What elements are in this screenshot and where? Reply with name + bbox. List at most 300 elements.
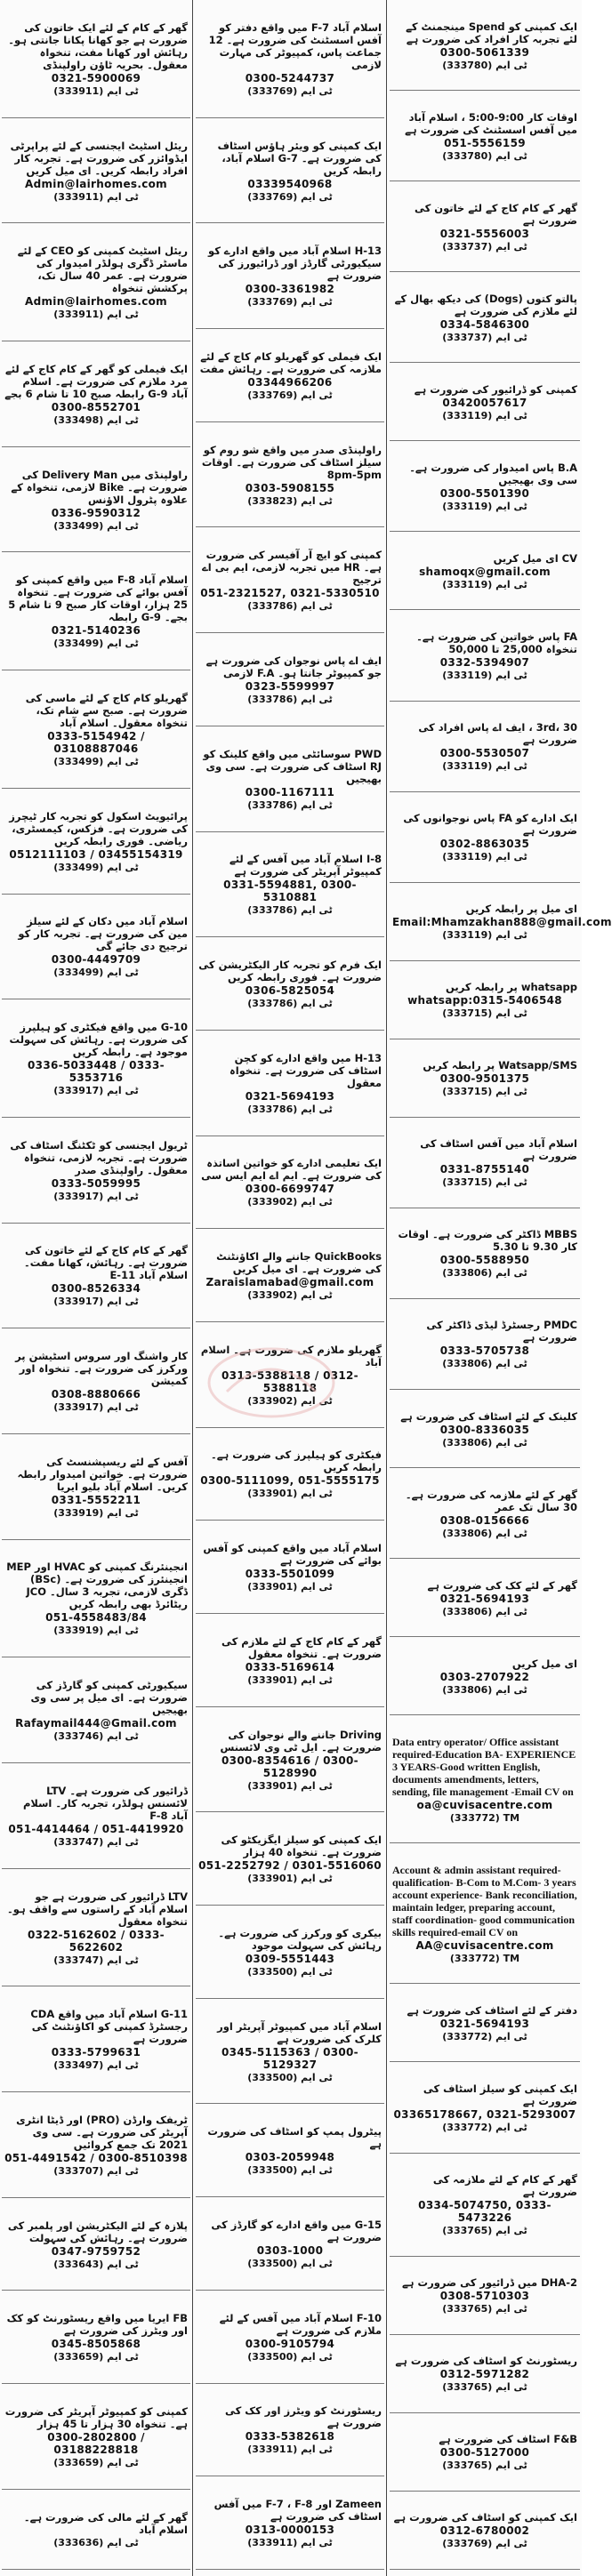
ad-text: گھریلو کام کاج کے لئے ماسی کی ضرورت ہے۔ صبح سے شام تک، تنخواہ معقول۔ اسلام آباد xyxy=(25,691,188,729)
classified-ad xyxy=(196,223,384,329)
ad-reference-number: (333659) ٹی ایم xyxy=(53,2456,139,2468)
classified-ad xyxy=(196,2291,384,2384)
ad-reference-number: (333919) ٹی ایم xyxy=(53,1625,139,1637)
ad-reference-number: (333747) ٹی ایم xyxy=(53,1835,139,1848)
classified-ad xyxy=(196,118,384,224)
ad-contact: Rafaymail444@Gmail.com xyxy=(15,1717,177,1730)
ad-contact: 051-2252792 / 0301-5516060 xyxy=(198,1859,382,1873)
ad-text: FA پاس خواتین کی ضرورت ہے۔ تنخواہ 25,000 تا 50,000 xyxy=(416,630,577,655)
ad-contact: 0303-5908155 xyxy=(245,481,335,494)
ad-text: پرائیویٹ اسکول کو تجربہ کار ٹیچرز کی ضرورت ہے۔ فزکس، کیمسٹری، ریاضی۔ فوری رابطہ کریں xyxy=(9,809,188,847)
ad-text: ایک فیملی کو گھر کے کام کاج کے لئے مرد ملازم کی ضرورت ہے۔ اسلام آباد G-9 رابطہ صبح 10 تا شام 6 بجے xyxy=(4,362,188,400)
classified-ad xyxy=(196,1906,384,1999)
ad-reference-number: (333765) ٹی ایم xyxy=(442,2225,527,2237)
ad-text: ایک کمپنی کو اسٹاف کی ضرورت ہے xyxy=(393,2511,577,2524)
ad-contact: 0333-5799631 xyxy=(51,2046,141,2059)
ad-contact: 0313-0000153 xyxy=(245,2524,335,2537)
classified-ad xyxy=(196,1229,384,1322)
ad-reference-number: (333499) ٹی ایم xyxy=(53,967,139,979)
ad-text: ایک کمپنی کو سیلز اسٹاف کی ضرورت ہے xyxy=(423,2082,577,2107)
ad-reference-number: (333498) ٹی ایم xyxy=(53,413,139,426)
ad-text: G-15 میں واقع ادارے کو گارڈز کی ضرورت ہے xyxy=(211,2218,382,2243)
ad-reference-number: (333786) ٹی ایم xyxy=(247,600,333,613)
classified-ad xyxy=(390,1039,580,1118)
ad-contact: Zaraislamabad@gmail.com xyxy=(205,1276,374,1289)
ad-text: سیکیورٹی کمپنی کو گارڈز کی ضرورت ہے۔ ای میل پر سی وی بھیجیں xyxy=(30,1679,188,1717)
ad-reference-number: (333636) ٹی ایم xyxy=(53,2536,139,2548)
classified-ad xyxy=(2,0,190,118)
ad-reference-number: (333765) ٹی ایم xyxy=(442,2381,527,2394)
ad-reference-number: (333772) ٹی ایم xyxy=(442,2121,527,2133)
classified-ad xyxy=(390,1559,580,1637)
ad-contact: 0302-8863035 xyxy=(439,838,530,851)
ad-reference-number: (333499) ٹی ایم xyxy=(53,755,139,767)
ad-text: ایک ادارے کو FA پاس نوجوانوں کی ضرورت ہے xyxy=(403,812,577,838)
ad-reference-number: (333765) ٹی ایم xyxy=(442,2303,527,2315)
ad-text: کمپنی کو ایچ آر آفیسر کی ضرورت ہے۔ HR میں تجربہ لازمی، ایم بی اے ترجیح xyxy=(202,549,382,587)
ad-text: اسلام آباد میں آفس اسٹاف کی ضرورت ہے xyxy=(420,1137,577,1163)
classified-ad xyxy=(390,1390,580,1468)
classified-ad xyxy=(196,1707,384,1813)
ad-reference-number: (333500) ٹی ایم xyxy=(247,2257,333,2269)
ad-reference-number: (333917) ٹی ایم xyxy=(53,1296,139,1308)
classified-ad xyxy=(390,610,580,701)
classified-ad xyxy=(2,1986,190,2092)
ad-contact: 03339540968 xyxy=(247,177,333,190)
ad-text: بیکری کو ورکرز کی ضرورت ہے۔ رہائش کی سہولت موجود xyxy=(218,1926,382,1952)
ad-reference-number: (333911) ٹی ایم xyxy=(247,2444,333,2456)
ad-text: ٹریول ایجنسی کو ٹکٹنگ اسٹاف کی ضرورت ہے۔ تجربہ لازمی، تنخواہ معقول۔ راولپنڈی صدر xyxy=(10,1138,188,1176)
classified-ad xyxy=(390,961,580,1039)
ad-reference-number: (333659) ٹی ایم xyxy=(53,2351,139,2363)
ad-reference-number: (333497) ٹی ایم xyxy=(53,2059,139,2072)
ad-reference-number: (333119) ٹی ایم xyxy=(442,760,527,773)
ad-text: گھر کے کام کے لئے ایک خاتون کی ضرورت ہے جو کھانا پکانا جانتی ہو۔ رہائش اور کھانا مفت، تنخواہ معقول۔ بحریہ ٹاؤن راولپنڈی xyxy=(8,20,188,71)
ad-text: اسلام آباد میں کمپیوٹر آپریٹر اور کلرک کی ضرورت ہے xyxy=(217,2019,382,2045)
ad-contact: 0300-5244737 xyxy=(245,71,335,84)
classified-ad xyxy=(196,1614,384,1707)
ad-text: کمپنی کو کمپیوٹر آپریٹر کی ضرورت ہے۔ تنخواہ 30 ہزار تا 45 ہزار xyxy=(4,2404,188,2430)
classified-ad xyxy=(2,1118,190,1224)
ad-text: F-10 اسلام آباد میں آفس کے لئے ملازم کی ضرورت ہے xyxy=(219,2311,382,2337)
classified-ad xyxy=(196,422,384,528)
ad-text: 3rd، 30 ، ایف اے پاس افراد کی ضرورت ہے xyxy=(418,721,577,747)
ad-contact: 0322-5162602 / 0333-5622602 xyxy=(28,1928,165,1954)
ad-contact: Admin@lairhomes.com xyxy=(25,177,167,190)
ad-text: F&B اسٹاف کی ضرورت ہے xyxy=(439,2433,577,2446)
ad-text: Zameen اور F-7 ، F-8 میں آفس اسٹاف کی ضرورت ہے xyxy=(213,2498,382,2524)
ad-reference-number: (333901) ٹی ایم xyxy=(247,1873,333,1885)
classified-ad xyxy=(2,895,190,1000)
ad-reference-number: (333901) ٹی ایم xyxy=(247,1673,333,1686)
ad-reference-number: (333769) ٹی ایم xyxy=(247,296,333,309)
ad-text: کلینک کے لئے اسٹاف کی ضرورت ہے xyxy=(400,1409,577,1423)
ad-text: CV ای میل کریں xyxy=(493,551,577,565)
ad-reference-number: (333786) ٹی ایم xyxy=(247,904,333,917)
ad-contact: 0512111103 / 03455154319 xyxy=(9,847,183,861)
classified-ad xyxy=(2,670,190,789)
ad-reference-number: (333806) ٹی ایم xyxy=(442,1358,527,1370)
ad-reference-number: (333902) ٹی ایم xyxy=(247,1289,333,1302)
ad-text: MBBS ڈاکٹر کی ضرورت ہے۔ اوقات کار 9.30 تا 5.30 xyxy=(398,1228,577,1254)
ad-text: گھریلو ملازم کی ضرورت ہے۔ اسلام آباد xyxy=(200,1343,382,1368)
classified-ad xyxy=(196,1322,384,1428)
ad-text: LTV ڈرائیور کی ضرورت ہے جو اسلام آباد کے راستوں سے واقف ہو۔ تنخواہ معقول xyxy=(7,1890,188,1928)
ad-contact: 0303-2707922 xyxy=(439,1670,530,1683)
ad-text: اسلام آباد F-7 میں واقع دفتر کو آفس اسسٹنٹ کی ضرورت ہے۔ 12 جماعت پاس، کمپیوٹر کی مہارت لازمی xyxy=(208,20,382,71)
ad-contact: 0321-5694193 xyxy=(439,2017,530,2030)
ad-text: QuickBooks جاننے والے اکاؤنٹنٹ کی ضرورت ہے۔ ای میل کریں xyxy=(216,1250,382,1276)
ad-contact: 03420057617 xyxy=(442,396,527,409)
classified-ad xyxy=(196,726,384,832)
ad-reference-number: (333806) ٹی ایم xyxy=(442,1267,527,1280)
ad-text: ای میل پر رابطہ کریں xyxy=(465,903,577,916)
ad-contact: 03344966206 xyxy=(247,375,333,389)
ad-contact: 0321-5900069 xyxy=(51,71,141,84)
ad-reference-number: (333772) TM xyxy=(449,1811,520,1824)
ad-contact: 0331-5594881, 0300-5310881 xyxy=(223,879,357,904)
ad-reference-number: (333911) ٹی ایم xyxy=(247,2537,333,2549)
ad-contact: 0334-5074750, 0333-5473226 xyxy=(418,2199,552,2225)
ad-text: DHA-2 میں ڈرائیور کی ضرورت ہے xyxy=(402,2276,577,2290)
ad-contact: 0300-6699747 xyxy=(245,1183,335,1196)
ad-text: I-8 اسلام آباد میں آفس کے لئے کمپیوٹر آپریٹر کی ضرورت ہے xyxy=(229,853,382,879)
ad-reference-number: (333499) ٹی ایم xyxy=(53,519,139,532)
ad-text: گھر کے کام کاج کے لئے خاتون کی ضرورت ہے xyxy=(414,201,577,227)
ad-reference-number: (333772) ٹی ایم xyxy=(442,2030,527,2042)
ad-reference-number: (333119) ٹی ایم xyxy=(442,409,527,421)
ad-text: فیکٹری کو ہیلپرز کی ضرورت ہے۔ رابطہ کریں xyxy=(211,1448,382,1474)
ad-reference-number: (333119) ٹی ایم xyxy=(442,851,527,863)
ad-contact: 0331-5552211 xyxy=(51,1493,141,1506)
ad-contact: Admin@lairhomes.com xyxy=(25,295,167,309)
ad-text: Data entry operator/ Office assistant required-Education BA- EXPERIENCE 3 YEARS-Good written English, documents amendments, letters, sending, file management -Email CV on xyxy=(392,1735,576,1798)
classified-ad xyxy=(196,1031,384,1136)
ad-contact: 0300-1167111 xyxy=(245,785,335,798)
ad-text: گھر کے کام کاج کے لئے خاتون کی ضرورت ہے۔ رہائش، کھانا مفت۔ اسلام آباد E-11 xyxy=(24,1244,188,1282)
ad-contact: 0313-5388118 / 0312-5388118 xyxy=(221,1368,358,1394)
ad-text: راولپنڈی میں Delivery Man کی ضرورت ہے۔ Bike لازمی، تنخواہ کے علاوہ پٹرول الاؤنس xyxy=(11,468,188,506)
ad-text: G-11 اسلام آباد میں واقع CDA رجسٹرڈ کمپنی کو اکاؤنٹنٹ کی ضرورت ہے xyxy=(30,2008,188,2046)
ad-reference-number: (333769) ٹی ایم xyxy=(247,389,333,401)
classified-ad xyxy=(196,633,384,726)
ad-text: ایک کمپنی کو ویئر ہاؤس اسٹاف کی ضرورت ہے۔ G-7 اسلام آباد، رابطہ کریں xyxy=(217,139,382,177)
classified-column-3 xyxy=(390,0,612,2576)
ad-contact: 0306-5825054 xyxy=(245,984,335,998)
classified-ad xyxy=(390,272,580,363)
ad-contact: 0321-5556003 xyxy=(439,227,530,240)
ad-contact: 0321-5694193 xyxy=(439,1592,530,1605)
classified-ad xyxy=(390,2257,580,2335)
ad-reference-number: (333806) ٹی ایم xyxy=(442,1683,527,1696)
ad-contact: 0308-0156666 xyxy=(439,1513,530,1527)
classified-ad xyxy=(2,447,190,553)
ad-reference-number: (333715) ٹی ایم xyxy=(442,1176,527,1189)
ad-text: PWD سوسائٹی میں واقع کلینک کو RJ اسٹاف کی ضرورت ہے۔ سی وی بھیجیں xyxy=(203,747,382,785)
ad-reference-number: (333806) ٹی ایم xyxy=(442,1436,527,1448)
ad-text: ایف اے پاس نوجوان کی ضرورت ہے جو کمپیوٹر جانتا ہو۔ F.A لازمی xyxy=(205,654,382,679)
ad-reference-number: (333901) ٹی ایم xyxy=(247,1779,333,1792)
classified-ad xyxy=(390,181,580,272)
classified-ad xyxy=(196,1812,384,1906)
ad-reference-number: (333780) ٹی ایم xyxy=(442,149,527,162)
ad-text: انجینئرنگ کمپنی کو HVAC اور MEP انجینئرز کی ضرورت ہے۔ (BSc) ڈگری لازمی، تجربہ 3 سال۔ JCO ریٹائرڈ بھی رابطہ کریں xyxy=(6,1561,188,1611)
classified-ad xyxy=(2,1328,190,1434)
ad-text: ایک فرم کو تجربہ کار الیکٹریشن کی ضرورت ہے۔ فوری رابطہ کریں xyxy=(198,959,382,984)
ad-contact: 0308-5710303 xyxy=(439,2290,530,2303)
ad-text: H-13 اسلام آباد میں واقع ادارے کو سیکیورٹی گارڈز اور ڈرائیورز کی ضرورت ہے xyxy=(208,245,382,283)
ad-text: گھر کے لئے ملازمہ کی ضرورت ہے۔ 30 سال تک عمر xyxy=(405,1488,577,1513)
ad-reference-number: (333119) ٹی ایم xyxy=(442,929,527,942)
ad-contact: 0321-5140236 xyxy=(51,624,141,638)
classified-ad xyxy=(2,2198,190,2291)
classified-ad xyxy=(390,2492,580,2570)
ad-text: Driving جاننے والے نوجوان کی ضرورت ہے۔ ایل ٹی وی لائسنس xyxy=(220,1728,382,1753)
ad-contact: Email:Mhamzakhan888@gmail.com xyxy=(392,916,612,929)
ad-reference-number: (333786) ٹی ایم xyxy=(247,693,333,705)
ad-contact: 0334-5846300 xyxy=(439,317,530,331)
ad-text: گھر کے لئے کک کی ضرورت ہے xyxy=(427,1578,577,1592)
ad-text: Account & admin assistant required-qualification- B-Com to M.Com- 3 years account experience- Bank reconciliation, maintain ledger, preparing account, staff coordination- good communication skills required-email CV on xyxy=(392,1863,577,1938)
classified-ad xyxy=(390,1208,580,1299)
ad-text: PMDC رجسٹرڈ لیڈی ڈاکٹر کی ضرورت ہے xyxy=(426,1319,577,1344)
ad-contact: 0323-5599997 xyxy=(245,679,335,693)
ad-text: آفس کے لئے ریسپشنسٹ کی ضرورت ہے۔ خواتین امیدوار رابطہ کریں۔ اسلام آباد بلیو ایریا xyxy=(17,1455,188,1493)
ad-contact: 0300-9501375 xyxy=(439,1072,530,1086)
classified-ad xyxy=(2,999,190,1118)
ad-reference-number: (333786) ٹی ایم xyxy=(247,998,333,1010)
ad-text: پلازہ کے لئے الیکٹریشن اور پلمبر کی ضرورت ہے۔ رہائش کی سہولت xyxy=(7,2219,188,2244)
ad-contact: 0333-5154942 / 03108887046 xyxy=(47,729,145,755)
ad-contact: 0321-5694193 xyxy=(245,1089,335,1103)
classified-column-1 xyxy=(2,0,190,2576)
classified-ad xyxy=(2,2092,190,2198)
ad-reference-number: (333119) ٹی ایم xyxy=(442,500,527,512)
classified-ad xyxy=(2,341,190,447)
classified-ad xyxy=(2,118,190,224)
classified-ad xyxy=(196,1521,384,1614)
ad-reference-number: (333911) ٹی ایم xyxy=(53,190,139,203)
classified-ad xyxy=(2,2490,190,2570)
ad-text: کمپنی کو ڈرائیور کی ضرورت ہے xyxy=(414,382,577,396)
ad-text: پالتو کتوں (Dogs) کی دیکھ بھال کے لئے ملازم کی ضرورت ہے xyxy=(394,292,577,317)
ad-contact: 0300-5588950 xyxy=(439,1254,530,1267)
classified-ad xyxy=(390,1715,580,1843)
ad-text: کار واشنگ اور سروس اسٹیشن پر ورکرز کی ضرورت ہے۔ تنخواہ اور کمیشن xyxy=(15,1350,188,1388)
ad-contact: 051-4491542 / 0300-8510398 xyxy=(4,2151,188,2164)
classified-ad xyxy=(390,1118,580,1208)
ad-contact: 0300-5061339 xyxy=(439,45,530,59)
ad-text: Watsapp/SMS پر رابطہ کریں xyxy=(423,1059,577,1072)
ad-reference-number: (333499) ٹی ایم xyxy=(53,638,139,650)
ad-contact: 0312-5971282 xyxy=(439,2368,530,2381)
classified-ad xyxy=(2,2384,190,2490)
ad-contact: 0333-5705738 xyxy=(439,1344,530,1358)
ad-contact: shamoqx@gmail.com xyxy=(419,565,551,578)
ad-text: پیٹرول پمپ کو اسٹاف کی ضرورت ہے xyxy=(207,2125,382,2151)
classified-ad xyxy=(390,441,580,532)
ad-reference-number: (333917) ٹی ایم xyxy=(53,1085,139,1097)
ad-text: ریسٹورنٹ کو اسٹاف کی ضرورت ہے xyxy=(395,2355,577,2368)
ad-reference-number: (333715) ٹی ایم xyxy=(442,1007,527,1020)
ad-reference-number: (333772) TM xyxy=(449,1952,520,1964)
ad-reference-number: (333737) ٹی ایم xyxy=(442,331,527,343)
ad-reference-number: (333769) ٹی ایم xyxy=(247,190,333,203)
ad-contact: 0300-3361982 xyxy=(245,283,335,296)
classified-ad xyxy=(2,1434,190,1540)
classified-ad xyxy=(390,0,580,91)
ad-contact: 0300-5530507 xyxy=(439,747,530,760)
column-divider xyxy=(386,0,387,2576)
ad-text: گھر کے لئے مالی کی ضرورت ہے۔ اسلام آباد xyxy=(23,2510,188,2536)
ad-contact: whatsapp:0315-5406548 xyxy=(407,994,562,1007)
ad-reference-number: (333769) ٹی ایم xyxy=(247,84,333,97)
ad-text: ریئل اسٹیٹ کمپنی کو CEO کے لئے ماسٹر ڈگری ہولڈر امیدوار کی ضرورت ہے۔ عمر 40 سال تک، پرکشش تنخواہ xyxy=(17,245,188,295)
ad-reference-number: (333737) ٹی ایم xyxy=(442,240,527,253)
ad-reference-number: (333786) ٹی ایم xyxy=(247,1103,333,1115)
classified-ad xyxy=(196,1999,384,2105)
classified-ad xyxy=(390,2154,580,2257)
ad-reference-number: (333919) ٹی ایم xyxy=(53,1506,139,1519)
classified-ad xyxy=(196,1136,384,1230)
ad-reference-number: (333902) ٹی ایم xyxy=(247,1394,333,1407)
classified-ad xyxy=(2,1763,190,1869)
ad-reference-number: (333901) ٹی ایم xyxy=(247,1488,333,1500)
ad-contact: 0303-1000 xyxy=(256,2243,324,2257)
ad-contact: 0347-9759752 xyxy=(51,2244,141,2258)
ad-reference-number: (333715) ٹی ایم xyxy=(442,1086,527,1098)
classified-ad xyxy=(390,91,580,181)
ad-text: ایک تعلیمی ادارے کو خواتین اساتذہ کی ضرورت ہے۔ ایم اے ایم ایس سی xyxy=(201,1157,382,1183)
classified-ad xyxy=(196,2104,384,2197)
ad-contact: 0300-9105794 xyxy=(245,2337,335,2350)
ad-text: ای میل کریں xyxy=(511,1657,577,1670)
ad-text: اوقات کار 9:00-5:00 ، اسلام آباد میں آفس اسسٹنٹ کی ضرورت ہے xyxy=(405,110,577,136)
ad-reference-number: (333500) ٹی ایم xyxy=(247,2164,333,2177)
classified-ad xyxy=(196,1428,384,1521)
ad-contact: oa@cuvisacentre.com xyxy=(416,1798,553,1811)
ad-reference-number: (333119) ٹی ایم xyxy=(442,578,527,590)
ad-contact: 0300-8552701 xyxy=(51,400,141,413)
ad-contact: 0300-8336035 xyxy=(439,1423,530,1436)
ad-contact: 0333-5382618 xyxy=(245,2430,335,2444)
ad-text: اسلام آباد F-8 میں واقع کمپنی کو آفس بوائے کی ضرورت ہے۔ تنخواہ 25 ہزار، اوقات کار صبح 9 تا شام 5 بجے۔ G-9 رابطہ xyxy=(8,574,188,624)
ad-contact: 0336-9590312 xyxy=(51,506,141,519)
ad-contact: 0345-8505868 xyxy=(51,2338,141,2351)
classified-ad xyxy=(390,702,580,792)
classified-ad xyxy=(196,2384,384,2477)
ad-contact: 0333-5059995 xyxy=(51,1176,141,1190)
ad-contact: 0331-8755140 xyxy=(439,1163,530,1176)
ad-contact: AA@cuvisacentre.com xyxy=(415,1938,554,1952)
classified-ad xyxy=(390,1299,580,1390)
ad-text: ریسٹورنٹ کو ویٹرز اور کک کی ضرورت ہے xyxy=(224,2404,382,2430)
ad-contact: 0309-5551443 xyxy=(245,1952,335,1965)
ad-reference-number: (333119) ٹی ایم xyxy=(442,669,527,681)
ad-text: G-10 میں واقع فیکٹری کو ہیلپرز کی ضرورت ہے۔ رہائش کی سہولت موجود ہے۔ رابطہ کریں xyxy=(9,1021,188,1059)
ad-text: ڈرائیور کی ضرورت ہے۔ LTV لائسنس ہولڈر، تجربہ کار۔ اسلام آباد F-8 xyxy=(22,1784,188,1822)
classified-ad xyxy=(390,2062,580,2153)
ad-text: H-13 میں واقع ادارے کو کچن اسٹاف کی ضرورت ہے۔ تنخواہ معقول xyxy=(230,1051,382,1089)
ad-contact: 0300-4449709 xyxy=(51,953,141,967)
classified-ad xyxy=(390,1984,580,2062)
ad-reference-number: (333823) ٹی ایم xyxy=(247,494,333,507)
classified-ad xyxy=(196,527,384,633)
classified-ad xyxy=(196,832,384,938)
ad-reference-number: (333786) ٹی ایم xyxy=(247,798,333,811)
ad-reference-number: (333780) ٹی ایم xyxy=(442,59,527,71)
classified-ad xyxy=(390,1637,580,1715)
ad-text: ایک فیملی کو گھریلو کام کاج کے لئے ملازمہ کی ضرورت ہے۔ رہائش مفت xyxy=(199,349,382,375)
classified-ad xyxy=(196,0,384,118)
ad-contact: 051-4414464 / 051-4419920 xyxy=(8,1822,184,1835)
ad-text: whatsapp پر رابطہ کریں xyxy=(446,981,577,994)
classified-ad xyxy=(2,1869,190,1987)
ad-text: دفتر کے لئے اسٹاف کی ضرورت ہے xyxy=(407,2003,577,2017)
classified-column-2 xyxy=(196,0,384,2576)
ad-contact: 0308-8880666 xyxy=(51,1388,141,1401)
ad-contact: 0300-8354616 / 0300-5128990 xyxy=(221,1753,358,1779)
ad-contact: 0336-5033448 / 0333-5353716 xyxy=(28,1059,165,1085)
ad-text: B.A پاس امیدوار کی ضرورت ہے۔ سی وی بھیجیں xyxy=(409,461,577,486)
ad-contact: 0345-5115363 / 0300-5129327 xyxy=(221,2045,358,2071)
classified-ad xyxy=(2,1224,190,1329)
ad-reference-number: (333769) ٹی ایم xyxy=(442,2538,527,2550)
ad-contact: 0300-5111099, 051-5555175 xyxy=(200,1474,380,1488)
classified-ad xyxy=(390,2413,580,2492)
classified-ad xyxy=(2,789,190,895)
classified-ad xyxy=(2,2291,190,2384)
ad-reference-number: (333747) ٹی ایم xyxy=(53,1954,139,1966)
classified-ad xyxy=(2,223,190,341)
ad-contact: 051-4558483/84 xyxy=(45,1611,147,1625)
classified-ad xyxy=(196,937,384,1031)
ad-contact: 0300-2802800 / 03188228818 xyxy=(47,2430,145,2456)
classified-ad xyxy=(390,792,580,883)
ad-contact: 0300-8526334 xyxy=(51,1282,141,1296)
classified-ad xyxy=(390,883,612,961)
ad-contact: 0333-5501099 xyxy=(245,1568,335,1581)
ad-contact: 03365178667, 0321-5293007 xyxy=(393,2107,576,2121)
ad-reference-number: (333500) ٹی ایم xyxy=(247,2350,333,2363)
ad-text: گھر کے کام کے لئے ملازمہ کی ضرورت ہے xyxy=(432,2173,577,2199)
ad-reference-number: (333643) ٹی ایم xyxy=(53,2258,139,2270)
ad-reference-number: (333500) ٹی ایم xyxy=(247,2071,333,2083)
ad-text: ریئل اسٹیٹ ایجنسی کے لئے پراپرٹی ایڈوائزر کی ضرورت ہے۔ تجربہ کار افراد رابطہ کریں۔ ای میل کریں xyxy=(10,139,188,177)
ad-reference-number: (333911) ٹی ایم xyxy=(53,84,139,97)
ad-contact: 0333-5169614 xyxy=(245,1660,335,1673)
ad-reference-number: (333707) ٹی ایم xyxy=(53,2164,139,2177)
classified-ad xyxy=(390,532,580,610)
ad-contact: 051-2321527, 0321-5330510 xyxy=(200,587,380,600)
classified-ad xyxy=(390,363,580,441)
ad-contact: 0300-5501390 xyxy=(439,486,530,500)
ad-reference-number: (333500) ٹی ایم xyxy=(247,1965,333,1978)
ad-text: ایک کمپنی کو سیلز ایگزیکٹو کی ضرورت ہے۔ تنخواہ 40 ہزار xyxy=(221,1834,382,1859)
ad-reference-number: (333499) ٹی ایم xyxy=(53,861,139,873)
column-divider xyxy=(192,0,193,2576)
classified-ad xyxy=(196,2476,384,2570)
ad-text: راولپنڈی صدر میں واقع شو روم کو سیلز اسٹاف کی ضرورت ہے۔ اوقات 8pm-5pm xyxy=(201,443,382,481)
ad-reference-number: (333917) ٹی ایم xyxy=(53,1190,139,1202)
ad-reference-number: (333902) ٹی ایم xyxy=(247,1196,333,1208)
classified-ad xyxy=(390,2335,580,2413)
ad-contact: 0312-6780002 xyxy=(439,2524,530,2538)
classified-ad xyxy=(2,552,190,670)
ad-reference-number: (333901) ٹی ایم xyxy=(247,1581,333,1593)
ad-contact: 0332-5394907 xyxy=(439,655,530,669)
ad-reference-number: (333806) ٹی ایم xyxy=(442,1605,527,1617)
